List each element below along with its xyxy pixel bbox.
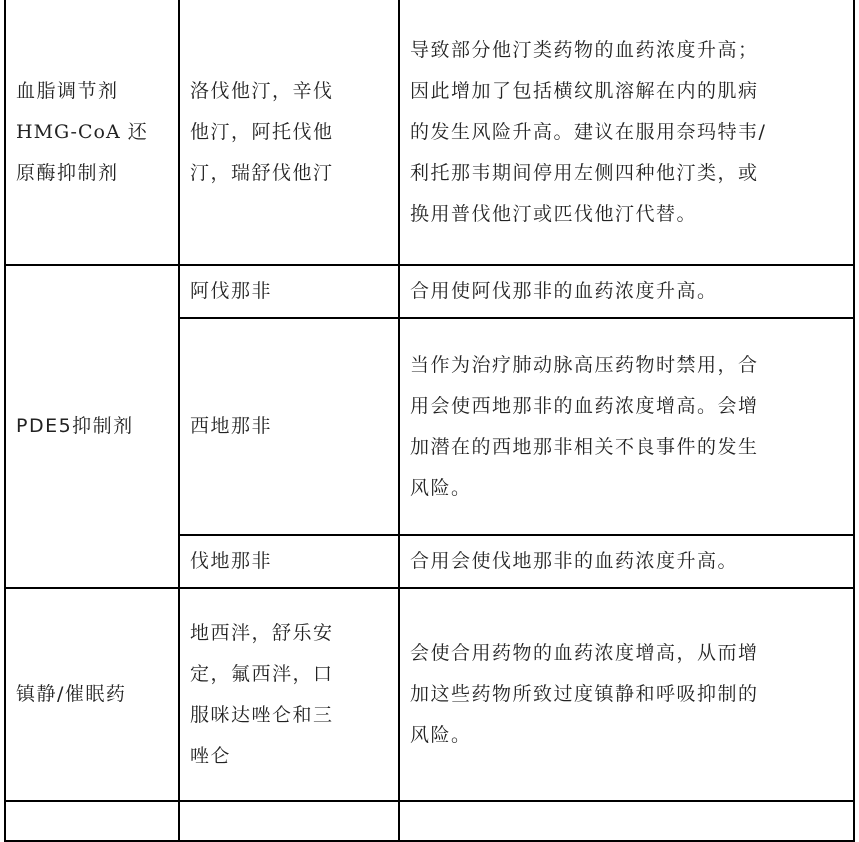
description-line: 因此增加了包括横纹肌溶解在内的肌病 <box>410 79 759 102</box>
drug-cell <box>179 0 399 265</box>
description-cell <box>399 535 854 588</box>
table-row <box>5 801 854 841</box>
description-line: 当作为治疗肺动脉高压药物时禁用，合 <box>410 353 759 376</box>
category-cell <box>5 0 179 265</box>
drug-interaction-table <box>4 0 855 842</box>
category-cell <box>5 265 179 588</box>
description-line: 风险。 <box>410 476 472 499</box>
drug-cell <box>179 265 399 318</box>
description-cell <box>399 0 854 265</box>
drug-cell <box>179 588 399 801</box>
category-line: 血脂调节剂 <box>16 79 119 102</box>
description-cell <box>399 265 854 318</box>
drug-cell <box>179 801 399 841</box>
table-row <box>5 265 854 318</box>
description-line: 会使合用药物的血药浓度增高，从而增 <box>410 642 759 664</box>
description-line: 合用会使伐地那非的血药浓度升高。 <box>410 550 739 572</box>
drug-line: 定，氟西泮，口 <box>190 662 334 685</box>
description-cell <box>399 318 854 535</box>
category-line: HMG-CoA 还 <box>16 120 148 143</box>
drug-line: 他汀，阿托伐他 <box>190 120 334 143</box>
description-line: 用会使西地那非的血药浓度增高。会增 <box>410 394 759 417</box>
description-line: 风险。 <box>410 724 472 746</box>
description-line: 加这些药物所致过度镇静和呼吸抑制的 <box>410 683 759 705</box>
drug-line: 地西泮，舒乐安 <box>190 621 334 644</box>
table-row <box>5 588 854 801</box>
description-line: 利托那韦期间停用左侧四种他汀类，或 <box>410 161 759 184</box>
category-line: 镇静/催眠药 <box>16 683 127 705</box>
table-row <box>5 0 854 265</box>
category-line: PDE5抑制剂 <box>16 415 134 437</box>
description-line: 的发生风险升高。建议在服用奈玛特韦/ <box>410 120 767 143</box>
category-line: 原酶抑制剂 <box>16 161 119 184</box>
drug-cell <box>179 318 399 535</box>
description-cell <box>399 588 854 801</box>
drug-line: 西地那非 <box>190 415 273 437</box>
drug-line: 伐地那非 <box>190 550 273 572</box>
description-line: 合用使阿伐那非的血药浓度升高。 <box>410 280 718 302</box>
drug-line: 阿伐那非 <box>190 280 273 302</box>
drug-line: 服咪达唑仑和三 <box>190 703 334 726</box>
description-line: 导致部分他汀类药物的血药浓度升高； <box>410 38 759 61</box>
drug-line: 洛伐他汀，辛伐 <box>190 79 334 102</box>
drug-line: 唑仑 <box>190 744 232 767</box>
drug-line: 汀，瑞舒伐他汀 <box>190 161 334 184</box>
category-cell <box>5 801 179 841</box>
drug-cell <box>179 535 399 588</box>
description-cell <box>399 801 854 841</box>
description-line: 加潜在的西地那非相关不良事件的发生 <box>410 435 759 458</box>
category-cell <box>5 588 179 801</box>
description-line: 换用普伐他汀或匹伐他汀代替。 <box>410 202 698 225</box>
